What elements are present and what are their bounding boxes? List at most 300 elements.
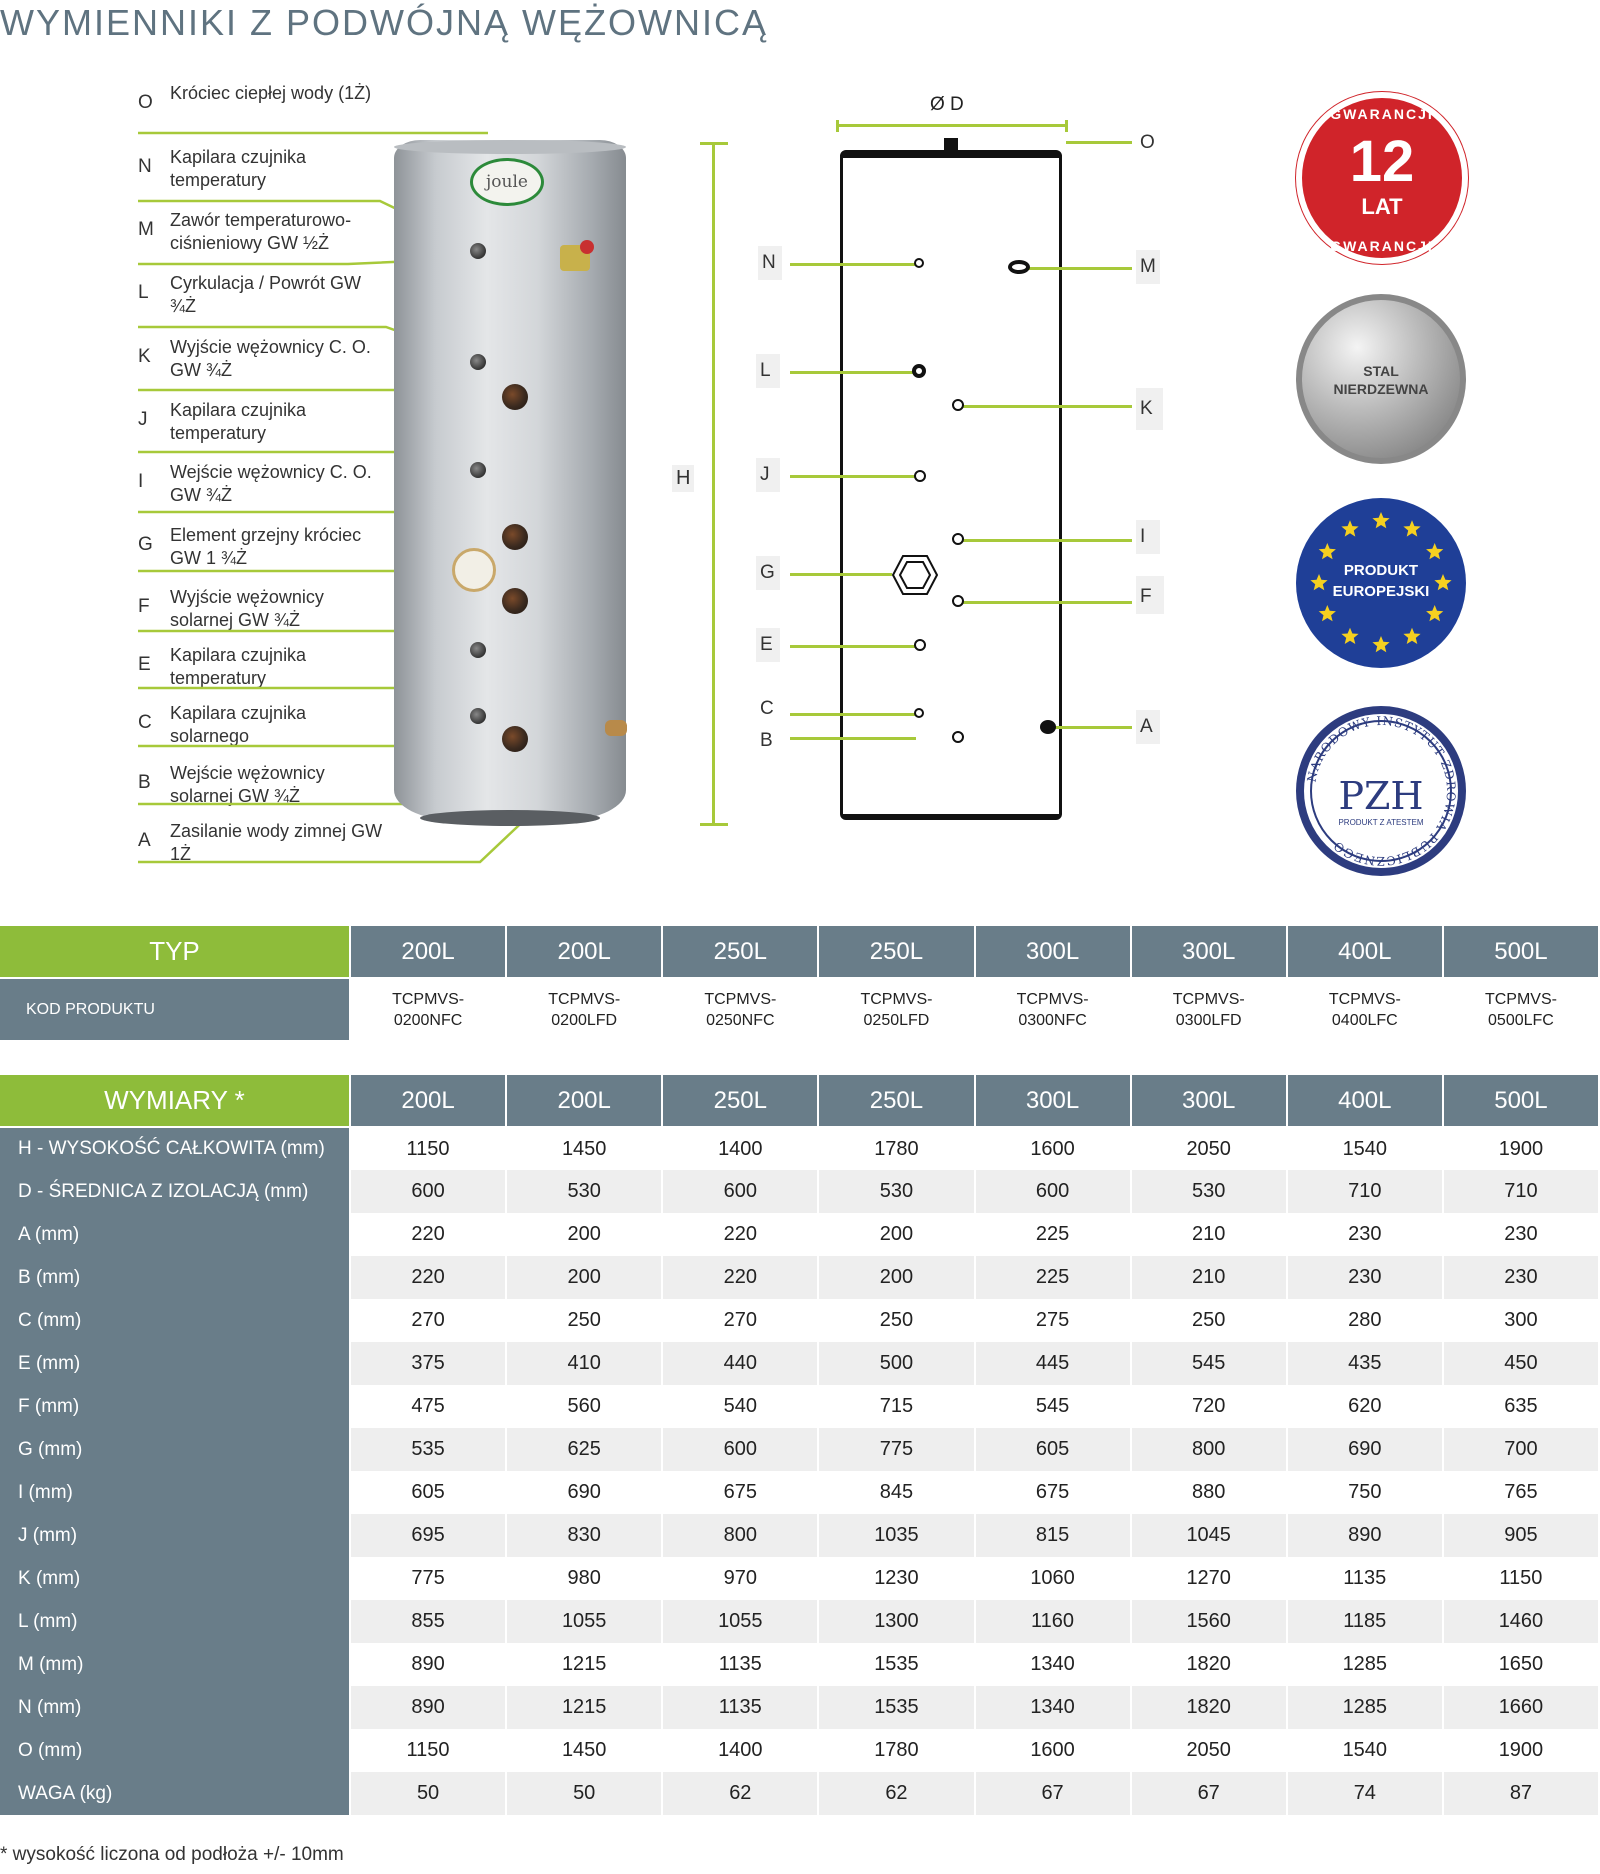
table-cell: 230 (1287, 1213, 1443, 1256)
port-j (470, 462, 486, 478)
table-cell: 970 (662, 1557, 818, 1600)
table-cell: 535 (350, 1428, 506, 1471)
table-row (0, 1342, 1599, 1385)
table-cell: 280 (1287, 1299, 1443, 1342)
table-cell: 220 (350, 1213, 506, 1256)
product-code-suffix: 0250LFD (863, 1011, 930, 1029)
steel-line1: STAL (1363, 363, 1399, 379)
footnote: * wysokość liczona od podłoża +/- 10mm (0, 1844, 344, 1865)
product-code-cell (1131, 978, 1287, 1040)
table-cell: 250 (1131, 1299, 1287, 1342)
guarantee-bottom-text: GWARANCJI (1330, 238, 1434, 254)
dimension-column-header: 200L (350, 1075, 506, 1127)
table-cell: 600 (975, 1170, 1131, 1213)
table-cell: 1150 (350, 1127, 506, 1170)
eu-star-icon (1319, 605, 1336, 621)
connection-text: Wejście wężownicy C. O. GW ¾Ż (170, 462, 372, 505)
product-code-cell (1287, 978, 1443, 1040)
table-cell: 675 (975, 1471, 1131, 1514)
connection-letter: L (138, 282, 149, 303)
diameter-dimension-line (836, 120, 1068, 132)
connector-f (952, 595, 964, 607)
table-cell: 1060 (975, 1557, 1131, 1600)
guarantee-top-text: GWARANCJI (1330, 106, 1434, 122)
type-column-header: 250L (662, 926, 818, 978)
table-row (0, 1471, 1599, 1514)
table-row (0, 1299, 1599, 1342)
table-row (0, 1213, 1599, 1256)
line-j (790, 475, 920, 478)
table-cell: 600 (662, 1428, 818, 1471)
table-cell: 1160 (975, 1600, 1131, 1643)
table-cell: 1535 (818, 1686, 974, 1729)
row-label: H - WYSOKOŚĆ CAŁKOWITA (mm) (0, 1127, 350, 1170)
dimensions-header: WYMIARY * (0, 1075, 350, 1127)
pzh-badge (1296, 706, 1466, 876)
connection-text: Cyrkulacja / Powrót GW ¾Ż (170, 273, 362, 316)
stainless-steel-badge (1296, 294, 1466, 464)
table-cell: 905 (1443, 1514, 1599, 1557)
product-code-prefix: TCPMVS- (860, 990, 933, 1008)
table-cell: 1450 (506, 1729, 662, 1772)
port-n (470, 243, 486, 259)
table-cell: 1450 (506, 1127, 662, 1170)
diameter-label: Ø D (930, 94, 964, 115)
type-column-header: 250L (818, 926, 974, 978)
row-label: A (mm) (0, 1213, 350, 1256)
eu-star-icon (1341, 520, 1358, 536)
connection-text: Wyjście wężownicy solarnej GW ¾Ż (170, 587, 324, 630)
heating-element-gauge (452, 548, 496, 592)
table-row (0, 1428, 1599, 1471)
product-code-cell (506, 978, 662, 1040)
table-cell: 1300 (818, 1600, 974, 1643)
diagram-letter-n: N (758, 246, 782, 280)
table-cell: 200 (506, 1213, 662, 1256)
table-cell: 50 (350, 1772, 506, 1815)
table-cell: 720 (1131, 1385, 1287, 1428)
product-code-suffix: 0250NFC (706, 1011, 775, 1029)
diagram-letter-i: I (1136, 520, 1160, 554)
schematic-diagram (760, 84, 1190, 844)
table-row (0, 1256, 1599, 1299)
eu-star-icon (1403, 628, 1420, 644)
line-m (1016, 267, 1132, 270)
table-cell: 545 (975, 1385, 1131, 1428)
table-cell: 890 (350, 1643, 506, 1686)
connection-text: Wejście wężownicy solarnej GW ¾Ż (170, 763, 325, 806)
connection-text: Zawór temperaturowo-ciśnieniowy GW ½Ż (170, 210, 352, 253)
dimension-column-header: 300L (975, 1075, 1131, 1127)
port-b (502, 726, 528, 752)
connector-a (1040, 720, 1056, 734)
valve-cap (580, 240, 594, 254)
eu-product-badge (1296, 498, 1466, 668)
connection-letter: B (138, 772, 151, 793)
type-header: TYP (0, 926, 350, 978)
table-cell: 890 (1287, 1514, 1443, 1557)
product-code-suffix: 0200LFD (551, 1011, 618, 1029)
line-n (790, 263, 920, 266)
dimension-column-header: 250L (662, 1075, 818, 1127)
product-code-cell (818, 978, 974, 1040)
table-cell: 440 (662, 1342, 818, 1385)
diagram-letter-a: A (1136, 710, 1160, 744)
eu-star-icon (1372, 512, 1389, 528)
product-code-prefix: TCPMVS- (1328, 990, 1401, 1008)
row-label: N (mm) (0, 1686, 350, 1729)
diagram-letter-m: M (1136, 250, 1160, 284)
line-i (960, 539, 1132, 542)
row-label: M (mm) (0, 1643, 350, 1686)
type-column-header: 300L (975, 926, 1131, 978)
table-cell: 450 (1443, 1342, 1599, 1385)
joule-logo: joule (470, 158, 544, 206)
height-dimension-line (700, 142, 728, 826)
pzh-sub: PRODUKT Z ATESTEM (1338, 818, 1424, 827)
eu-star-icon (1341, 628, 1358, 644)
row-label: E (mm) (0, 1342, 350, 1385)
table-cell: 230 (1443, 1256, 1599, 1299)
table-cell: 1820 (1131, 1686, 1287, 1729)
connector-n (914, 258, 924, 268)
eu-star-icon (1426, 605, 1443, 621)
table-cell: 560 (506, 1385, 662, 1428)
product-code-suffix: 0400LFC (1331, 1011, 1398, 1029)
table-cell: 1660 (1443, 1686, 1599, 1729)
height-label: H (672, 465, 694, 492)
line-g (790, 573, 892, 576)
table-row (0, 1772, 1599, 1815)
table-cell: 410 (506, 1342, 662, 1385)
table-row (0, 1600, 1599, 1643)
connection-letter: A (138, 830, 151, 851)
product-code-suffix: 0500LFC (1488, 1011, 1554, 1029)
table-cell: 270 (662, 1299, 818, 1342)
type-column-header: 200L (506, 926, 662, 978)
table-cell: 200 (818, 1213, 974, 1256)
page-title: WYMIENNIKI Z PODWÓJNĄ WĘŻOWNICĄ (0, 2, 768, 43)
connection-letter: C (138, 712, 152, 733)
table-cell: 1135 (662, 1643, 818, 1686)
table-cell: 800 (662, 1514, 818, 1557)
product-code-cell (350, 978, 506, 1040)
type-column-header: 200L (350, 926, 506, 978)
connection-text: Króciec ciepłej wody (1Ż) (170, 83, 372, 103)
product-code-prefix: TCPMVS- (1484, 990, 1557, 1008)
table-cell: 1535 (818, 1643, 974, 1686)
table-cell: 600 (662, 1170, 818, 1213)
table-cell: 635 (1443, 1385, 1599, 1428)
table-cell: 220 (662, 1213, 818, 1256)
connection-text: Kapilara czujnika temperatury (170, 645, 307, 688)
diagram-letter-o: O (1140, 132, 1155, 153)
table-cell: 62 (818, 1772, 974, 1815)
table-cell: 1540 (1287, 1729, 1443, 1772)
product-code-prefix: TCPMVS- (1016, 990, 1089, 1008)
table-cell: 1135 (1287, 1557, 1443, 1600)
row-label: O (mm) (0, 1729, 350, 1772)
table-cell: 225 (975, 1256, 1131, 1299)
table-cell: 1340 (975, 1643, 1131, 1686)
table-cell: 1215 (506, 1643, 662, 1686)
table-cell: 980 (506, 1557, 662, 1600)
connection-letter: N (138, 156, 152, 177)
diagram-letter-f: F (1136, 576, 1164, 614)
port-f (502, 588, 528, 614)
diagram-letter-k: K (1136, 388, 1163, 430)
connection-text: Kapilara czujnika solarnego (170, 703, 307, 746)
table-cell: 690 (1287, 1428, 1443, 1471)
table-cell: 210 (1131, 1256, 1287, 1299)
table-cell: 815 (975, 1514, 1131, 1557)
table-cell: 750 (1287, 1471, 1443, 1514)
connection-text: Zasilanie wody zimnej GW 1Ż (170, 821, 383, 864)
connector-i (952, 533, 964, 545)
table-cell: 210 (1131, 1213, 1287, 1256)
table-cell: 710 (1287, 1170, 1443, 1213)
cold-water-inlet (605, 720, 627, 736)
type-column-header: 400L (1287, 926, 1443, 978)
table-cell: 545 (1131, 1342, 1287, 1385)
table-cell: 830 (506, 1514, 662, 1557)
table-cell: 1285 (1287, 1686, 1443, 1729)
table-cell: 600 (350, 1170, 506, 1213)
type-column-header: 300L (1131, 926, 1287, 978)
row-label: G (mm) (0, 1428, 350, 1471)
schematic-tank (840, 150, 1062, 820)
table-cell: 775 (818, 1428, 974, 1471)
table-cell: 1600 (975, 1729, 1131, 1772)
table-cell: 1560 (1131, 1600, 1287, 1643)
table-cell: 1150 (350, 1729, 506, 1772)
table-row (0, 1170, 1599, 1213)
table-cell: 250 (506, 1299, 662, 1342)
table-row (0, 1514, 1599, 1557)
product-code-cell (1443, 978, 1599, 1040)
table-cell: 700 (1443, 1428, 1599, 1471)
table-row (0, 1686, 1599, 1729)
table-row (0, 1643, 1599, 1686)
table-cell: 765 (1443, 1471, 1599, 1514)
table-cell: 530 (818, 1170, 974, 1213)
tank-base (420, 810, 600, 826)
connection-text: Wyjście wężownicy C. O. GW ¾Ż (170, 337, 371, 380)
table-cell: 1135 (662, 1686, 818, 1729)
connector-b (952, 731, 964, 743)
table-cell: 530 (506, 1170, 662, 1213)
line-l (790, 371, 920, 374)
line-o (1066, 141, 1132, 144)
dimension-column-header: 250L (818, 1075, 974, 1127)
port-c (470, 708, 486, 724)
connection-text: Element grzejny króciec GW 1 ¾Ż (170, 525, 362, 568)
table-cell: 1600 (975, 1127, 1131, 1170)
table-cell: 1055 (506, 1600, 662, 1643)
table-cell: 270 (350, 1299, 506, 1342)
product-code-suffix: 0300NFC (1018, 1011, 1087, 1029)
product-code-prefix: TCPMVS- (392, 990, 465, 1008)
table-cell: 1340 (975, 1686, 1131, 1729)
connector-e (914, 639, 926, 651)
table-cell: 695 (350, 1514, 506, 1557)
product-code-cell (975, 978, 1131, 1040)
table-row (0, 1557, 1599, 1600)
connector-l (912, 364, 926, 378)
table-cell: 605 (350, 1471, 506, 1514)
table-cell: 620 (1287, 1385, 1443, 1428)
eu-star-icon (1372, 636, 1389, 652)
dimensions-table (0, 1075, 1600, 1815)
diagram-letter-j: J (756, 458, 780, 492)
table-cell: 1540 (1287, 1127, 1443, 1170)
port-i (502, 524, 528, 550)
product-code-suffix: 0200NFC (393, 1011, 463, 1029)
port-k (502, 384, 528, 410)
table-cell: 1055 (662, 1600, 818, 1643)
table-cell: 67 (975, 1772, 1131, 1815)
table-cell: 50 (506, 1772, 662, 1815)
table-cell: 1185 (1287, 1600, 1443, 1643)
connector-k (952, 399, 964, 411)
product-code-prefix: TCPMVS- (548, 990, 621, 1008)
diagram-letter-c: C (760, 698, 774, 719)
table-cell: 1900 (1443, 1729, 1599, 1772)
table-cell: 300 (1443, 1299, 1599, 1342)
guarantee-badge (1296, 92, 1468, 264)
table-cell: 1230 (818, 1557, 974, 1600)
table-cell: 1780 (818, 1127, 974, 1170)
table-cell: 74 (1287, 1772, 1443, 1815)
product-code-cell (662, 978, 818, 1040)
dimension-column-header: 500L (1443, 1075, 1599, 1127)
table-cell: 715 (818, 1385, 974, 1428)
table-cell: 1045 (1131, 1514, 1287, 1557)
port-e (470, 642, 486, 658)
table-cell: 200 (818, 1256, 974, 1299)
connection-letter: J (138, 409, 148, 430)
table-cell: 775 (350, 1557, 506, 1600)
row-label: F (mm) (0, 1385, 350, 1428)
row-label: D - ŚREDNICA Z IZOLACJĄ (mm) (0, 1170, 350, 1213)
connection-letter: F (138, 596, 150, 617)
table-cell: 540 (662, 1385, 818, 1428)
table-cell: 710 (1443, 1170, 1599, 1213)
connector-m (1008, 260, 1030, 274)
table-cell: 690 (506, 1471, 662, 1514)
connection-letter: M (138, 219, 154, 240)
connection-letter: K (138, 346, 151, 367)
steel-line2: NIERDZEWNA (1333, 381, 1429, 397)
table-cell: 1900 (1443, 1127, 1599, 1170)
line-e (790, 645, 920, 648)
table-cell: 1460 (1443, 1600, 1599, 1643)
table-cell: 1270 (1131, 1557, 1287, 1600)
line-f (960, 601, 1132, 604)
table-cell: 67 (1131, 1772, 1287, 1815)
pzh-logo: PZH (1338, 774, 1424, 818)
table-row (0, 1385, 1599, 1428)
eu-line2: EUROPEJSKI (1332, 583, 1430, 600)
connection-letter: G (138, 534, 153, 555)
table-cell: 445 (975, 1342, 1131, 1385)
table-cell: 225 (975, 1213, 1131, 1256)
diagram-letter-b: B (760, 730, 773, 751)
table-cell: 375 (350, 1342, 506, 1385)
table-cell: 605 (975, 1428, 1131, 1471)
connection-text: Kapilara czujnika temperatury (170, 400, 307, 443)
row-label: J (mm) (0, 1514, 350, 1557)
tank-photo (390, 140, 630, 830)
dimension-column-header: 200L (506, 1075, 662, 1127)
eu-star-icon (1426, 543, 1443, 559)
product-code-prefix: TCPMVS- (1172, 990, 1245, 1008)
product-code-prefix: TCPMVS- (704, 990, 777, 1008)
row-label: I (mm) (0, 1471, 350, 1514)
table-cell: 1400 (662, 1729, 818, 1772)
product-code-suffix: 0300LFD (1175, 1011, 1242, 1029)
table-cell: 1820 (1131, 1643, 1287, 1686)
table-cell: 220 (662, 1256, 818, 1299)
table-row (0, 1729, 1599, 1772)
connection-letter: O (138, 92, 153, 113)
table-cell: 220 (350, 1256, 506, 1299)
outlet-nub (944, 138, 958, 150)
heating-element-hex (892, 554, 938, 596)
eu-line1: PRODUKT (1343, 562, 1419, 579)
line-k (960, 405, 1132, 408)
table-cell: 800 (1131, 1428, 1287, 1471)
table-cell: 1650 (1443, 1643, 1599, 1686)
guarantee-number: 12 (1349, 129, 1415, 194)
connector-j (914, 470, 926, 482)
table-cell: 1780 (818, 1729, 974, 1772)
diagram-letter-l: L (756, 354, 780, 388)
row-label: B (mm) (0, 1256, 350, 1299)
table-cell: 890 (350, 1686, 506, 1729)
table-cell: 530 (1131, 1170, 1287, 1213)
table-cell: 200 (506, 1256, 662, 1299)
tank-top (394, 140, 626, 154)
svg-text:NARODOWY INSTYTUT ZDROWIA PUBL: NARODOWY INSTYTUT ZDROWIA PUBLICZNEGO (1304, 713, 1459, 869)
product-type-table (0, 926, 1600, 1040)
table-cell: 2050 (1131, 1729, 1287, 1772)
connector-c (914, 708, 924, 718)
line-a (1052, 726, 1132, 729)
guarantee-unit: LAT (1361, 194, 1403, 219)
row-label: WAGA (kg) (0, 1772, 350, 1815)
connection-letter: I (138, 471, 144, 492)
table-cell: 62 (662, 1772, 818, 1815)
table-cell: 475 (350, 1385, 506, 1428)
diagram-letter-g: G (756, 556, 780, 590)
table-cell: 230 (1443, 1213, 1599, 1256)
type-column-header: 500L (1443, 926, 1599, 978)
row-label: K (mm) (0, 1557, 350, 1600)
eu-star-icon (1403, 520, 1420, 536)
row-label: L (mm) (0, 1600, 350, 1643)
row-label: C (mm) (0, 1299, 350, 1342)
table-cell: 1215 (506, 1686, 662, 1729)
line-b (790, 737, 916, 740)
table-cell: 1400 (662, 1127, 818, 1170)
port-l (470, 354, 486, 370)
connection-text: Kapilara czujnika temperatury (170, 147, 307, 190)
table-cell: 1285 (1287, 1643, 1443, 1686)
table-cell: 880 (1131, 1471, 1287, 1514)
diagram-letter-e: E (756, 628, 780, 662)
table-cell: 1035 (818, 1514, 974, 1557)
